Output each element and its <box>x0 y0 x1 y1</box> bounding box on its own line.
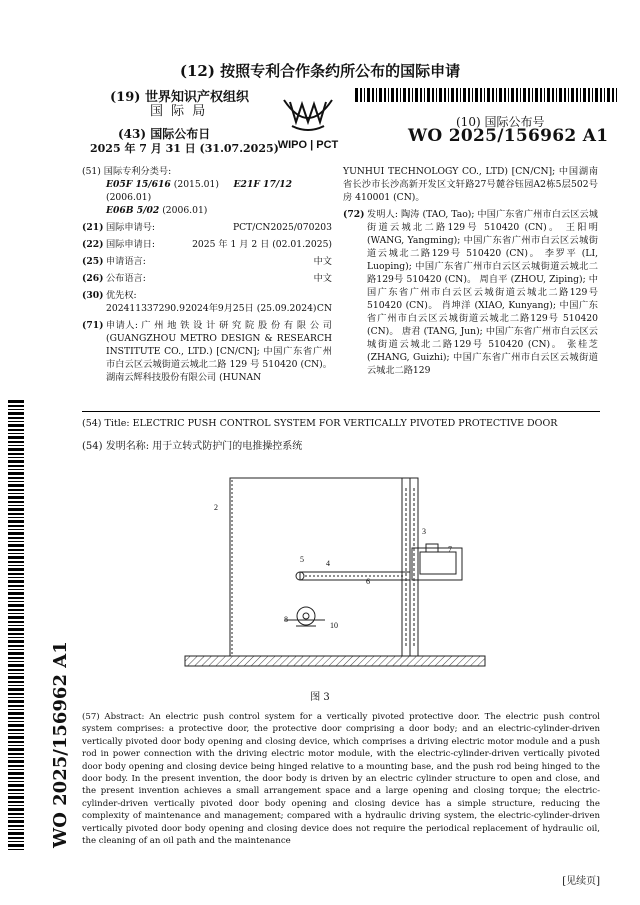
barcode-bar <box>8 757 24 758</box>
label-5: 5 <box>300 555 304 564</box>
barcode-bar <box>8 796 24 799</box>
barcode-bar <box>8 489 24 491</box>
label-3: 3 <box>422 527 426 536</box>
barcode-bar <box>8 640 24 643</box>
abstract: (57) Abstract: An electric push control system for a vertically pivoted protective door. The electric push control system comprises: a protective door, the protective door comprising a door body; and an electric-cylinder-driven vertically pivoted door body opening and closing device, which comprises a driving electric motor module and a push rod in power connection with the driving electric motor module, with the electric-cylinder-driven vertically pivoted door body opening and closing device being hinged relative to a mounting base, and the push rod being hinged to the door body. In the present invention, the door body is driven by an electric cylinder structure to open and close, and the present invention achieves a small arrangement space and a large opening and closing torque; the electric-cylinder-driven vertically pivoted door body opening and closing device has a simple structure, reducing the complexity of maintenance and management; compared with a hydraulic driving system, the electric-cylinder-driven vertically pivoted door body opening and closing device does not require the periodical replacement of hydraulic oil, the cleaning of an oil path and the maintenance <box>82 712 600 847</box>
barcode-bar <box>8 441 24 443</box>
barcode-bar <box>8 673 24 674</box>
barcode-bar <box>8 645 24 647</box>
barcode-bar <box>439 88 442 102</box>
org-subtitle: 国 际 局 <box>150 104 208 119</box>
barcode-bar <box>391 88 394 102</box>
barcode-bar <box>8 625 24 626</box>
barcode-bar <box>8 837 24 839</box>
pulley <box>297 607 315 625</box>
barcode-bar <box>8 477 24 479</box>
barcode-bar <box>8 652 24 655</box>
barcode-side <box>8 400 24 850</box>
barcode-bar <box>8 537 24 539</box>
barcode-bar <box>384 88 386 102</box>
barcode-bar <box>8 549 24 551</box>
barcode-bar <box>8 693 24 695</box>
pubdate-label: (43) 国际公布日 <box>118 127 211 141</box>
barcode-bar <box>451 88 454 102</box>
barcode-bar <box>8 745 24 746</box>
barcode-bar <box>8 664 24 667</box>
barcode-bar <box>8 781 24 782</box>
barcode-bar <box>8 748 24 751</box>
barcode-bar <box>588 88 590 102</box>
barcode-bar <box>8 712 24 715</box>
continued-note: [见续页] <box>562 876 600 887</box>
label-6: 6 <box>366 577 370 586</box>
barcode-bar <box>372 88 374 102</box>
barcode-bar <box>8 421 24 422</box>
barcode-bar <box>8 628 24 631</box>
barcode-bar <box>472 88 473 102</box>
barcode-bar <box>444 88 446 102</box>
barcode-bar <box>520 88 521 102</box>
barcode-bar <box>504 88 506 102</box>
barcode-bar <box>432 88 434 102</box>
barcode-bar <box>592 88 593 102</box>
barcode-bar <box>8 417 24 419</box>
barcode-bar <box>484 88 485 102</box>
barcode-bar <box>8 529 24 530</box>
barcode-bar <box>8 829 24 830</box>
barcode-bar <box>547 88 550 102</box>
barcode-bar <box>8 793 24 794</box>
barcode-bar <box>8 705 24 707</box>
barcode-bar <box>463 88 466 102</box>
barcode-bar <box>576 88 578 102</box>
barcode-bar <box>8 604 24 607</box>
barcode-bar <box>552 88 554 102</box>
barcode-bar <box>8 633 24 635</box>
barcode-bar <box>612 88 614 102</box>
barcode-bar <box>364 88 365 102</box>
barcode-bar <box>8 577 24 578</box>
barcode-bar <box>8 825 24 827</box>
barcode-bar <box>460 88 461 102</box>
barcode-bar <box>8 808 24 811</box>
barcode-bar <box>496 88 497 102</box>
barcode-bar <box>8 784 24 787</box>
barcode-bar <box>492 88 494 102</box>
barcode-bar <box>8 688 24 691</box>
barcode-bar <box>616 88 617 102</box>
bibliographic-right <box>343 165 598 381</box>
barcode-bar <box>8 813 24 815</box>
barcode-bar <box>8 844 24 847</box>
pubdate: 2025 年 7 月 31 日 (31.07.2025) <box>90 142 279 155</box>
barcode-bar <box>396 88 398 102</box>
barcode-bar <box>8 801 24 803</box>
barcode-bar <box>580 88 581 102</box>
barcode-bar <box>528 88 530 102</box>
barcode-bar <box>8 649 24 650</box>
barcode-bar <box>8 520 24 523</box>
mounting-base <box>185 656 485 666</box>
barcode-bar <box>8 657 24 659</box>
barcode-bar <box>8 580 24 583</box>
barcode-bar <box>8 697 24 698</box>
patent-drawing <box>180 468 490 678</box>
barcode-bar <box>511 88 514 102</box>
barcode-bar <box>508 88 509 102</box>
barcode-bar <box>600 88 602 102</box>
barcode-bar <box>8 517 24 518</box>
barcode-bar <box>564 88 566 102</box>
barcode-bar <box>8 841 24 842</box>
barcode-bar <box>403 88 406 102</box>
barcode-bar <box>544 88 545 102</box>
barcode-bar <box>468 88 470 102</box>
barcode-bar <box>8 501 24 503</box>
barcode-bar <box>8 460 24 463</box>
barcode-bar <box>8 532 24 535</box>
label-10: 10 <box>330 621 338 630</box>
logo-text: WIPO | PCT <box>277 139 339 151</box>
door-body <box>230 478 410 656</box>
barcode-bar <box>360 88 362 102</box>
barcode-bar <box>412 88 413 102</box>
barcode-bar <box>376 88 377 102</box>
barcode-bar <box>8 433 24 434</box>
barcode-bar <box>8 616 24 619</box>
barcode-bar <box>8 553 24 554</box>
barcode-bar <box>8 729 24 731</box>
barcode-bar <box>595 88 598 102</box>
label-8: 8 <box>284 615 288 624</box>
barcode-bar <box>532 88 533 102</box>
barcode-bar <box>400 88 401 102</box>
barcode-bar <box>8 412 24 415</box>
barcode-bar <box>559 88 562 102</box>
barcode-bar <box>8 700 24 703</box>
barcode-bar <box>424 88 425 102</box>
barcode-bar <box>516 88 518 102</box>
barcode-bar <box>556 88 557 102</box>
barcode-bar <box>8 472 24 475</box>
wipo-logo <box>268 96 348 154</box>
barcode-bar <box>436 88 437 102</box>
barcode-bar <box>8 609 24 611</box>
barcode-bar <box>8 661 24 662</box>
document-type: (12) 按照专利合作条约所公布的国际申请 <box>179 62 461 80</box>
barcode-bar <box>499 88 502 102</box>
title-english: (54) Title: ELECTRIC PUSH CONTROL SYSTEM FOR VERTICALLY PIVOTED PROTECTIVE DOOR <box>82 418 558 429</box>
barcode-bar <box>8 409 24 410</box>
barcode-bar <box>535 88 538 102</box>
barcode-bar <box>427 88 430 102</box>
barcode-bar <box>8 493 24 494</box>
application-number: (21) 国际申请号: PCT/CN2025/070203 <box>82 222 332 233</box>
barcode-bar <box>379 88 382 102</box>
barcode-bar <box>8 676 24 679</box>
barcode-bar <box>456 88 458 102</box>
barcode-bar <box>8 568 24 571</box>
label-4: 4 <box>326 559 330 568</box>
barcode-bar <box>8 772 24 775</box>
barcode-bar <box>355 88 358 102</box>
barcode-bar <box>8 445 24 446</box>
barcode-bar <box>8 669 24 671</box>
filing-date: (22) 国际申请日: 2025 年 1 月 2 日 (02.01.2025) <box>82 239 332 250</box>
barcode-bar <box>8 465 24 467</box>
barcode-bar <box>8 709 24 710</box>
barcode-bar <box>8 805 24 806</box>
applicants: (71) 申请人: 广 州 地 铁 设 计 研 究 院 股 份 有 限 公 司 (GUANGZHOU METRO DESIGN & RESEARCH INSTITUTE CO., LTD.) [CN/CN]; 中国广东省广州市白云区云城街道云城北二路 129 号 510420 (CN)。 湖南云辉科技股份有限公司 (HUNAN <box>82 320 332 383</box>
barcode-bar <box>8 769 24 770</box>
barcode-bar <box>8 613 24 614</box>
barcode-bar <box>8 733 24 734</box>
barcode-bar <box>8 525 24 527</box>
applicant-continued: YUNHUI TECHNOLOGY CO., LTD) [CN/CN]; 中国湖南省长沙市长沙高新开发区文轩路27号麓谷钰园A2栋5层502号房 410001 (CN)。 <box>343 166 598 203</box>
barcode-bar <box>8 601 24 602</box>
barcode-bar <box>8 817 24 818</box>
barcode-bar <box>8 556 24 559</box>
barcode-bar <box>540 88 542 102</box>
barcode-bar <box>568 88 569 102</box>
barcode-bar <box>8 508 24 511</box>
barcode-bar <box>8 585 24 587</box>
barcode-bar <box>523 88 526 102</box>
barcode-bar <box>420 88 422 102</box>
barcode-bar <box>8 544 24 547</box>
barcode-bar <box>607 88 610 102</box>
barcode-top <box>355 88 617 102</box>
barcode-bar <box>448 88 449 102</box>
barcode-bar <box>8 753 24 755</box>
inventors: (72) 发明人: 陶涛 (TAO, Tao); 中国广东省广州市白云区云城街道云城北二路129号 510420 (CN)。 王阳明 (WANG, Yangming); 中国广东省广州市白云区云城街道云城北二路129号 510420 (CN)。 李罗平 (LI, Luoping); 中国广东省广州市白云区云城街道云城北二路129号 510420 (CN)。 周自平 (ZHOU, Ziping); 中国广东省广州市白云区云城街道云城北二路129号 510420 (CN)。 肖坤洋 (XIAO, Kunyang); 中国广东省广州市白云区云城街道云城北二路129号 510420 (CN)。 唐君 (TANG, Jun); 中国广东省广州市白云区云城街道云城北二路129号 510420 (CN)。 张桂芝 (ZHANG, Guizhi); 中国广东省广州市白云区云城街道云城北二路129 <box>343 209 598 376</box>
barcode-bar <box>8 777 24 779</box>
publication-language: (26) 公布语言: 中文 <box>82 273 332 284</box>
barcode-bar <box>8 736 24 739</box>
figure-caption: 图 3 <box>310 692 330 703</box>
label-2: 2 <box>214 503 218 512</box>
barcode-bar <box>388 88 389 102</box>
barcode-bar <box>8 505 24 506</box>
barcode-bar <box>408 88 410 102</box>
barcode-bar <box>8 820 24 823</box>
label-7: 7 <box>448 545 452 554</box>
side-publication-number: WO 2025/156962 A1 <box>50 641 71 848</box>
barcode-bar <box>8 561 24 563</box>
barcode-bar <box>367 88 370 102</box>
barcode-bar <box>571 88 574 102</box>
barcode-bar <box>8 496 24 499</box>
pubno-label: (10) 国际公布号 <box>456 115 545 129</box>
barcode-bar <box>8 565 24 566</box>
barcode-bar <box>8 457 24 458</box>
barcode-bar <box>8 589 24 590</box>
barcode-bar <box>8 481 24 482</box>
barcode-bar <box>8 436 24 439</box>
barcode-bar <box>8 448 24 451</box>
filing-language: (25) 申请语言: 中文 <box>82 256 332 267</box>
barcode-bar <box>583 88 586 102</box>
priority-data: (30) 优先权: 202411337290.9 2024年9月25日 (25.09.2024) CN <box>82 290 332 314</box>
section-divider <box>82 411 600 412</box>
barcode-bar <box>8 429 24 431</box>
barcode-bar <box>8 637 24 638</box>
barcode-bar <box>8 453 24 455</box>
barcode-bar <box>8 832 24 835</box>
barcode-bar <box>8 405 24 407</box>
barcode-bar <box>8 741 24 743</box>
bibliographic-left <box>82 165 332 388</box>
barcode-bar <box>8 849 24 850</box>
barcode-bar <box>8 721 24 722</box>
ipc-field: (51) 国际专利分类号: E05F 15/616 (2015.01) E21F 17/12 (2006.01) E06B 5/02 (2006.01) <box>82 166 292 216</box>
barcode-bar <box>415 88 418 102</box>
org-name: (19) 世界知识产权组织 <box>110 90 249 105</box>
barcode-bar <box>475 88 478 102</box>
barcode-bar <box>8 717 24 719</box>
barcode-bar <box>8 573 24 575</box>
barcode-bar <box>8 765 24 767</box>
barcode-bar <box>487 88 490 102</box>
barcode-bar <box>8 621 24 623</box>
barcode-bar <box>480 88 482 102</box>
barcode-bar <box>8 424 24 427</box>
barcode-bar <box>8 592 24 595</box>
title-chinese: (54) 发明名称: 用于立转式防护门的电推操控系统 <box>82 441 303 452</box>
barcode-bar <box>8 685 24 686</box>
barcode-bar <box>8 484 24 487</box>
barcode-bar <box>8 469 24 470</box>
publication-number: WO 2025/156962 A1 <box>408 126 609 146</box>
barcode-bar <box>8 724 24 727</box>
barcode-bar <box>8 597 24 599</box>
barcode-bar <box>8 513 24 515</box>
barcode-bar <box>604 88 605 102</box>
barcode-bar <box>8 681 24 683</box>
barcode-bar <box>8 789 24 791</box>
barcode-bar <box>8 400 24 403</box>
barcode-bar <box>8 541 24 542</box>
barcode-bar <box>8 760 24 763</box>
